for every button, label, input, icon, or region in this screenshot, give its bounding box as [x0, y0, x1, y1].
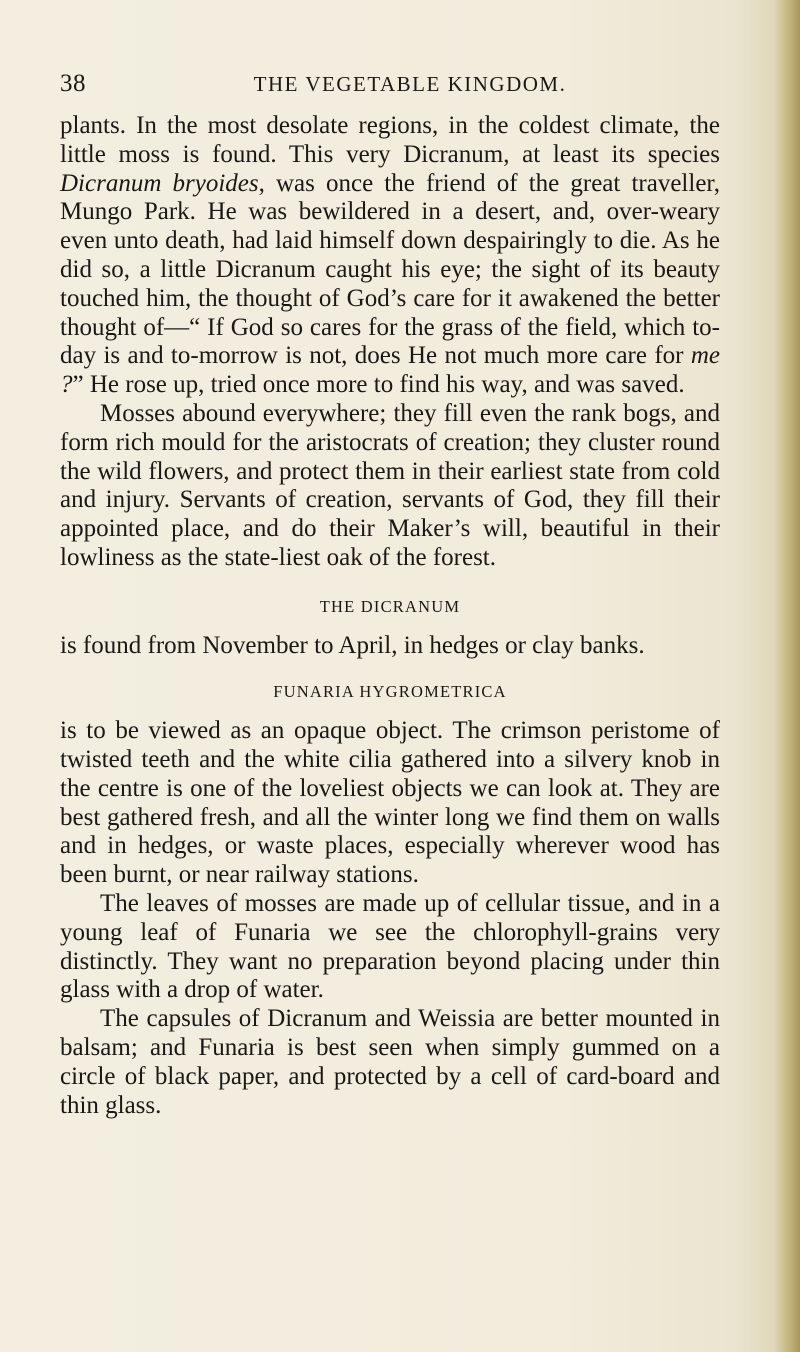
- page-number: 38: [60, 70, 86, 97]
- paragraph-1-text-a: plants. In the most desolate regions, in the coldest climate, the little moss is found. This very Dicranum, at least its species: [60, 112, 720, 168]
- paragraph-4: is to be viewed as an opaque object. The crimson peristome of twisted teeth and the white cilia gathered into a silvery knob in the centre is one of the loveliest objects we can look at. They are best gathered fresh, and all the winter long we find them on walls and in hedges, or waste places, especially wherever wood has been burnt, or near railway stations.: [60, 717, 720, 889]
- paragraph-1-text-c: ” He rose up, tried once more to find his way, and was saved.: [72, 371, 685, 399]
- paragraph-1: [60, 112, 720, 400]
- species-name: Dicranum bryoides: [60, 169, 259, 197]
- body-text: [60, 112, 720, 1120]
- section-heading-funaria: FUNARIA HYGROMETRICA: [273, 682, 507, 702]
- page-edge-shadow: [774, 0, 800, 1352]
- paragraph-1-text-b: , was once the friend of the great traveller, Mungo Park. He was bewildered in a desert, and, over-weary even unto death, had laid himself down despairingly to die. As he did so, a little Dicranum caught his eye; the sight of its beauty touched him, the thought of God’s care for it awakened the better thought of—“ If God so cares for the grass of the field, which to-day is and to-morrow is not, does He not much more care for: [60, 169, 720, 370]
- paragraph-5: The leaves of mosses are made up of cellular tissue, and in a young leaf of Funaria we see the chlorophyll-grains very distinctly. They want no preparation beyond placing under thin glass with a drop of water.: [60, 889, 720, 1004]
- paragraph-2: Mosses abound everywhere; they fill even the rank bogs, and form rich mould for the aristocrats of creation; they cluster round the wild flowers, and protect them in their earliest state from cold and injury. Servants of creation, servants of God, they fill their appointed place, and do their Maker’s will, beautiful in their lowliness as the state-liest oak of the forest.: [60, 399, 720, 571]
- running-head: THE VEGETABLE KINGDOM.: [253, 72, 567, 96]
- emphasis-me: me ?: [60, 342, 720, 399]
- paragraph-6: The capsules of Dicranum and Weissia are better mounted in balsam; and Funaria is best seen when simply gummed on a circle of black paper, and protected by a cell of card-board and thin glass.: [60, 1005, 720, 1119]
- paragraph-3: is found from November to April, in hedges or clay banks.: [60, 631, 645, 659]
- page-header: [60, 70, 720, 104]
- section-heading-dicranum: THE DICRANUM: [319, 596, 461, 616]
